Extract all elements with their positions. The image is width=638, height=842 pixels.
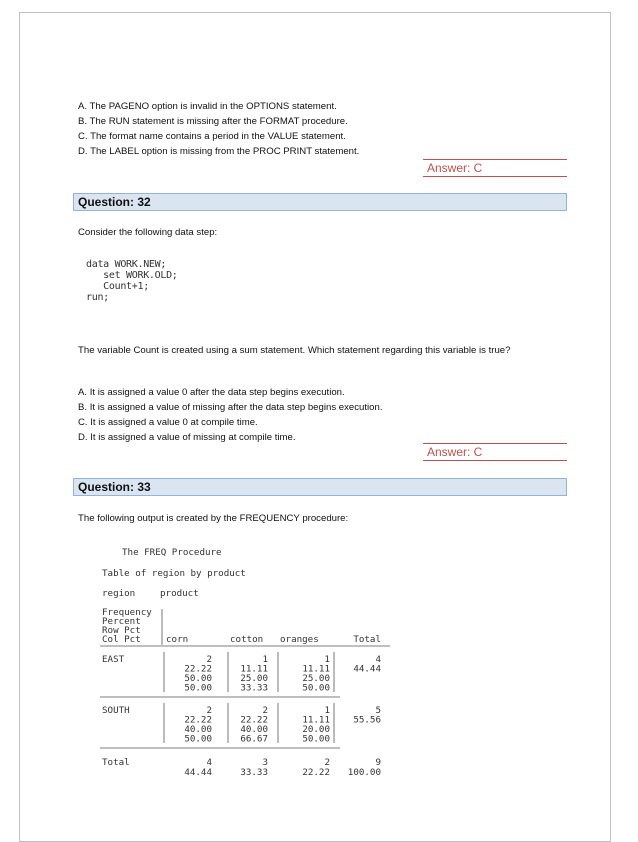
freq-col-total: 2 [324, 757, 330, 768]
q32-header [73, 193, 567, 211]
q32-intro: Consider the following data step: [78, 227, 218, 238]
code-line: data WORK.NEW; [86, 259, 167, 270]
freq-table-title: Table of region by product [102, 568, 246, 579]
q32-question: The variable Count is created using a sum statement. Which statement regarding this variable is true? [78, 345, 511, 356]
q33-title: Question: 33 [78, 480, 151, 494]
freq-cell: 22.22 [184, 714, 212, 726]
freq-cell: 1 [324, 654, 330, 665]
freq-stat-label: Row Pct [102, 625, 141, 636]
freq-col-total: 3 [262, 757, 268, 768]
freq-cell: 11.11 [302, 663, 330, 675]
freq-cell: 22.22 [240, 714, 268, 726]
freq-cell: 20.00 [302, 724, 330, 735]
freq-table [100, 545, 390, 781]
freq-cell: 50.00 [302, 733, 330, 745]
freq-col-header: oranges [280, 634, 319, 645]
freq-row-label: EAST [102, 654, 125, 665]
freq-row-total: 55.56 [353, 714, 381, 726]
code-line: Count+1; [86, 281, 149, 292]
freq-grand-total: 100.00 [347, 767, 381, 778]
freq-col-header: Total [353, 634, 381, 645]
freq-row-var: region [102, 588, 136, 599]
freq-grand-total: 9 [375, 757, 381, 768]
q32-code-block [86, 259, 178, 303]
freq-row-total: 5 [375, 705, 381, 716]
freq-cell: 50.00 [302, 682, 330, 694]
code-line: run; [86, 292, 109, 303]
freq-output [100, 545, 390, 781]
freq-stat-label: Col Pct [102, 634, 141, 645]
q31-answer-box [423, 159, 567, 177]
freq-col-total: 22.22 [302, 767, 330, 778]
freq-cell: 11.11 [302, 714, 330, 726]
q31-option-c: C. The format name contains a period in the VALUE statement. [78, 131, 346, 142]
q33-header [73, 478, 567, 496]
freq-cell: 33.33 [240, 682, 268, 694]
freq-cell: 40.00 [240, 724, 268, 735]
q33-intro: The following output is created by the FREQUENCY procedure: [78, 513, 349, 524]
code-line: set WORK.OLD; [86, 270, 178, 281]
freq-col-header: cotton [230, 634, 264, 645]
q32-title: Question: 32 [78, 195, 151, 209]
freq-row-total: 44.44 [353, 663, 381, 675]
q32-option-d: D. It is assigned a value of missing at compile time. [78, 432, 296, 443]
q32-option-c: C. It is assigned a value 0 at compile time. [78, 417, 258, 428]
q31-answer: Answer: C [427, 161, 483, 175]
q32-option-b: B. It is assigned a value of missing after the data step begins execution. [78, 402, 383, 413]
freq-row-total: 4 [375, 654, 381, 665]
freq-col-total: 4 [206, 757, 212, 768]
freq-cell: 40.00 [184, 724, 212, 735]
freq-cell: 1 [324, 705, 330, 716]
q32-answer: Answer: C [427, 445, 483, 459]
freq-stat-label: Percent [102, 616, 141, 627]
freq-cell: 11.11 [240, 663, 268, 675]
freq-cell: 50.00 [184, 673, 212, 684]
freq-col-header: corn [166, 634, 189, 645]
freq-total-label: Total [102, 757, 130, 768]
q32-option-a: A. It is assigned a value 0 after the data step begins execution. [78, 387, 345, 398]
freq-cell: 2 [206, 654, 212, 665]
freq-col-var: product [160, 588, 199, 599]
freq-cell: 1 [262, 654, 268, 665]
freq-cell: 25.00 [302, 673, 330, 684]
freq-cell: 22.22 [184, 663, 212, 675]
q31-option-b: B. The RUN statement is missing after the FORMAT procedure. [78, 116, 348, 127]
freq-cell: 25.00 [240, 673, 268, 684]
q31-option-a: A. The PAGENO option is invalid in the OPTIONS statement. [78, 101, 337, 112]
freq-cell: 2 [206, 705, 212, 716]
freq-cell: 50.00 [184, 733, 212, 745]
q31-option-d: D. The LABEL option is missing from the PROC PRINT statement. [78, 146, 360, 157]
q32-answer-box [423, 443, 567, 461]
freq-cell: 66.67 [240, 733, 268, 745]
freq-proc-title: The FREQ Procedure [122, 547, 222, 558]
freq-cell: 2 [262, 705, 268, 716]
freq-col-total: 44.44 [184, 767, 212, 778]
freq-row-label: SOUTH [102, 705, 130, 716]
freq-stat-label: Frequency [102, 607, 152, 618]
freq-col-total: 33.33 [240, 767, 268, 778]
freq-cell: 50.00 [184, 682, 212, 694]
